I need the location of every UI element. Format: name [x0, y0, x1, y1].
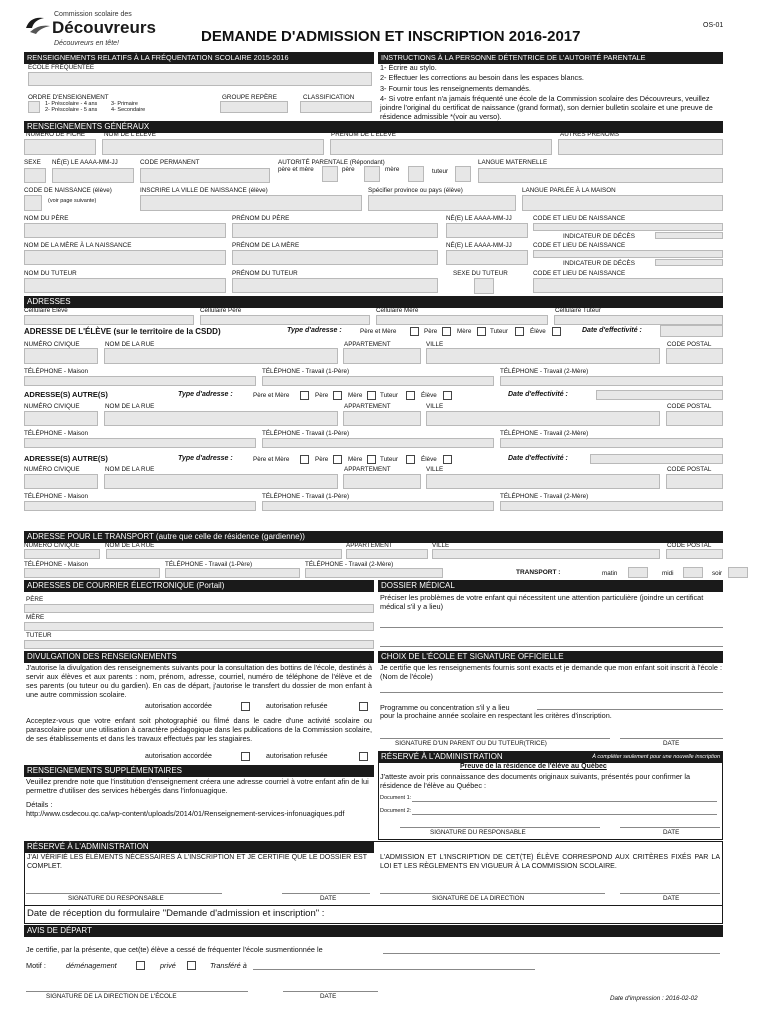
label-motif: Motif :: [26, 961, 46, 970]
nom-rue-2-field[interactable]: [104, 411, 338, 426]
num-civ-3-field[interactable]: [24, 474, 98, 489]
admin-2-sig-line[interactable]: [26, 893, 222, 894]
label-ne-pere: NÉ(E) LE AAAA-MM-JJ: [446, 215, 512, 222]
label-mere: mère: [385, 166, 400, 173]
label-accordee-1: autorisation accordée: [145, 703, 212, 710]
section-header-frequentation: RENSEIGNEMENTS RELATIFS À LA FRÉQUENTATION SCOLAIRE 2015-2016: [24, 52, 374, 64]
cb-tuteur-3[interactable]: [406, 455, 415, 464]
nom-rue-1-field[interactable]: [104, 348, 338, 364]
label-tuteur-1: Tuteur: [490, 328, 508, 335]
label-classif: CLASSIFICATION: [303, 94, 355, 101]
ordre-field[interactable]: [28, 101, 40, 113]
ordre-opt-4: 4- Secondaire: [111, 107, 146, 113]
logo-line2: Découvreurs: [52, 18, 156, 37]
section-header-divulgation: DIVULGATION DES RENSEIGNEMENTS: [24, 651, 374, 663]
label-num-civ-2: NUMÉRO CIVIQUE: [24, 403, 80, 410]
midi-box[interactable]: [683, 567, 703, 578]
label-pere-1: Père: [424, 328, 438, 335]
langue-mat-field[interactable]: [478, 168, 723, 183]
choix-signature-line[interactable]: [380, 738, 610, 739]
supp-text: Veuillez prendre note que l'institution d'enseignement créera une adresse courriel à votre enfant afin de lui permettre d'utiliser des services hébergés dans l'infonuagique.: [26, 777, 369, 795]
label-eleve-2: Élève: [421, 392, 437, 399]
tel-maison-t-field[interactable]: [24, 568, 160, 578]
prenom-pere-field[interactable]: [232, 223, 438, 238]
depart-text: Je certifie, par la présente, que cet(te) élève a cessé de fréquenter l'école susmentionnée le: [26, 945, 323, 954]
courriel-pere-field[interactable]: [24, 604, 374, 613]
label-tel-mere-2: TÉLÉPHONE - Travail (2-Mère): [500, 430, 589, 437]
label-choix-date: DATE: [663, 740, 680, 747]
label-mere-2: Mère: [348, 392, 363, 399]
tel-maison-3-field[interactable]: [24, 501, 256, 511]
label-ville-2: VILLE: [426, 403, 444, 410]
nom-rue-t-field[interactable]: [106, 549, 342, 559]
ville-2-field[interactable]: [426, 411, 660, 426]
langue-maison-field[interactable]: [522, 195, 723, 211]
cp-3-field[interactable]: [666, 474, 723, 489]
cell-mere-field[interactable]: [376, 315, 548, 325]
label-eleve-3: Élève: [421, 456, 437, 463]
prenom-tuteur-field[interactable]: [232, 278, 438, 293]
date-eff-1-field[interactable]: [660, 325, 723, 337]
label-ne-le: NÉ(E) LE AAAA-MM-JJ: [52, 159, 118, 166]
admin-1-date-line[interactable]: [620, 827, 720, 828]
label-tel-mere-1: TÉLÉPHONE - Travail (2-Mère): [500, 368, 589, 375]
choix-date-line[interactable]: [620, 738, 723, 739]
label-nom-eleve: NOM DE L'ÉLÈVE: [104, 131, 156, 138]
label-ville-1: VILLE: [426, 341, 444, 348]
instruction-1: 1- Écrire au stylo.: [380, 63, 437, 72]
label-num-fiche: NUMÉRO DE FICHE: [26, 131, 86, 138]
label-transport: TRANSPORT :: [516, 569, 561, 576]
label-nom-rue-t: NOM DE LA RUE: [105, 542, 155, 549]
section-header-admin-2: RÉSERVÉ À L'ADMINISTRATION: [24, 841, 374, 853]
cell-pere-field[interactable]: [200, 315, 370, 325]
ne-pere-field[interactable]: [446, 223, 528, 238]
admin-1-text: J'atteste avoir pris connaissance des documents originaux suivants, présentés pour confirmer la résidence de l'élève au Québec :: [380, 772, 691, 790]
cell-tuteur-field[interactable]: [554, 315, 723, 325]
label-matin: matin: [602, 570, 618, 577]
label-admin-2-dir: SIGNATURE DE LA DIRECTION: [432, 895, 525, 902]
courriel-tuteur-field[interactable]: [24, 640, 374, 649]
nom-tuteur-field[interactable]: [24, 278, 226, 293]
ville-t-field[interactable]: [432, 549, 660, 559]
label-code-lieu-pere: CODE ET LIEU DE NAISSANCE: [533, 215, 626, 222]
label-pm-3: Père et Mère: [253, 456, 290, 463]
courriel-mere-field[interactable]: [24, 622, 374, 631]
label-nom-rue-3: NOM DE LA RUE: [105, 466, 155, 473]
label-tuteur: tuteur: [432, 168, 449, 175]
nom-eleve-field[interactable]: [102, 139, 324, 155]
cb-pere-1[interactable]: [442, 327, 451, 336]
label-province: Spécifier province ou pays (élève): [368, 187, 463, 194]
admin-1-sig-line[interactable]: [400, 827, 600, 828]
section-header-medical: DOSSIER MÉDICAL: [378, 580, 723, 592]
cb-mere-2[interactable]: [367, 391, 376, 400]
tel-maison-2-field[interactable]: [24, 438, 256, 448]
instruction-4: 4- Si votre enfant n'a jamais fréquenté une école de la Commission scolaire des Découvreurs, veuillez joindre l'original du certificat de naissance (grand format), son dernier bulletin scolaire et une preuve de résidence admissible *(voir au verso).: [380, 94, 713, 121]
label-adr-autre-2: ADRESSE(S) AUTRE(S): [24, 454, 108, 463]
ordre-opt-1: 1- Préscolaire - 4 ans: [45, 101, 98, 107]
admin-1-preuve: Preuve de la résidence de l'élève au Québec: [460, 763, 607, 770]
cb-pm-2[interactable]: [300, 391, 309, 400]
logo-tag: Découvreurs en tête!: [54, 40, 119, 47]
label-admin-2-date2: DATE: [663, 895, 680, 902]
label-courriel-tuteur: TUTEUR: [26, 632, 52, 639]
section-header-courriel: ADRESSES DE COURRIER ÉLECTRONIQUE (Portail): [24, 580, 374, 592]
depart-date-line[interactable]: [383, 953, 720, 954]
cb-pm-3[interactable]: [300, 455, 309, 464]
label-code-naiss: CODE DE NAISSANCE (élève): [24, 187, 112, 194]
logo-swirl-icon: [24, 14, 52, 36]
label-appart-t: APPARTEMENT: [346, 542, 393, 549]
doc-1-line[interactable]: [412, 801, 717, 802]
admin-2-divider: [24, 905, 723, 906]
label-date-eff-2: Date d'effectivité :: [508, 391, 568, 398]
label-voir-page: (voir page suivante): [48, 198, 97, 204]
cb-prive[interactable]: [187, 961, 196, 970]
nom-pere-field[interactable]: [24, 223, 226, 238]
code-lieu-pere-field[interactable]: [533, 223, 723, 231]
code-lieu-tuteur-field[interactable]: [533, 278, 723, 293]
label-tel-maison-t: TÉLÉPHONE - Maison: [24, 561, 89, 568]
label-doc-1: Document 1:: [380, 795, 412, 801]
groupe-field[interactable]: [220, 101, 288, 113]
appart-t-field[interactable]: [346, 549, 428, 559]
label-admin-2-sig: SIGNATURE DU RESPONSABLE: [68, 895, 164, 902]
sexe-field[interactable]: [24, 168, 46, 183]
label-code-lieu-mere: CODE ET LIEU DE NAISSANCE: [533, 242, 626, 249]
label-tuteur-2: Tuteur: [380, 392, 398, 399]
cb-demenagement[interactable]: [136, 961, 145, 970]
label-tel-mere-3: TÉLÉPHONE - Travail (2-Mère): [500, 493, 589, 500]
section-header-generaux: RENSEIGNEMENTS GÉNÉRAUX: [24, 121, 723, 133]
label-tel-maison-2: TÉLÉPHONE - Maison: [24, 430, 89, 437]
section-header-transport: ADRESSE POUR LE TRANSPORT (autre que celle de résidence (gardienne)): [24, 531, 723, 543]
label-appart-3: APPARTEMENT: [344, 466, 391, 473]
num-fiche-field[interactable]: [24, 139, 96, 155]
ville-naiss-field[interactable]: [140, 195, 362, 211]
cb-pm-1[interactable]: [410, 327, 419, 336]
label-eleve-1: Élève: [530, 328, 546, 335]
label-accordee-2: autorisation accordée: [145, 753, 212, 760]
label-pere-mere: père et mère: [278, 166, 314, 173]
choix-text-2: Programme ou concentration s'il y a lieu: [380, 703, 510, 712]
autorite-mere-box[interactable]: [408, 166, 424, 182]
ne-mere-field[interactable]: [446, 250, 528, 265]
tel-maison-1-field[interactable]: [24, 376, 256, 386]
doc-2-line[interactable]: [412, 814, 717, 815]
label-type-adr-2: Type d'adresse :: [178, 391, 233, 398]
appart-1-field[interactable]: [343, 348, 421, 364]
ecole-field[interactable]: [28, 72, 372, 86]
instruction-2: 2- Effectuer les corrections au besoin dans les espaces blancs.: [380, 73, 584, 82]
tel-pere-1-field[interactable]: [262, 376, 494, 386]
label-deces-1: INDICATEUR DE DÉCÈS: [563, 233, 635, 240]
choix-text-3: pour la prochaine année scolaire en respectant les critères d'inscription.: [380, 711, 612, 720]
admin-2-reception: Date de réception du formulaire "Demande d'admission et inscription" :: [27, 908, 325, 919]
label-autres-prenoms: AUTRES PRÉNOMS: [560, 131, 620, 138]
medical-line-2[interactable]: [380, 646, 723, 647]
appart-2-field[interactable]: [343, 411, 421, 426]
label-nom-rue-1: NOM DE LA RUE: [105, 341, 155, 348]
cb-accordee-1[interactable]: [241, 702, 250, 711]
label-cp-3: CODE POSTAL: [667, 466, 712, 473]
label-sexe-tuteur: SEXE DU TUTEUR: [453, 270, 508, 277]
admin-2-left: J'AI VÉRIFIÉ LES ÉLÉMENTS NÉCESSAIRES À L'INSCRIPTION ET JE CERTIFIE QUE LE DOSSIER EST COMPLET.: [27, 854, 367, 870]
appart-3-field[interactable]: [343, 474, 421, 489]
label-nom-tuteur: NOM DU TUTEUR: [24, 270, 77, 277]
autorite-pm-box[interactable]: [322, 166, 338, 182]
nom-mere-field[interactable]: [24, 250, 226, 265]
supp-url[interactable]: http://www.csdecou.qc.ca/wp-content/uploads/2014/01/Renseignement-services-infonuagiques.pdf: [26, 809, 345, 818]
label-num-civ-3: NUMÉRO CIVIQUE: [24, 466, 80, 473]
label-refusee-1: autorisation refusée: [266, 703, 328, 710]
label-pere-2: Père: [315, 392, 329, 399]
section-header-depart: AVIS DE DÉPART: [24, 925, 723, 937]
cb-refusee-2[interactable]: [359, 752, 368, 761]
label-tel-maison-1: TÉLÉPHONE - Maison: [24, 368, 89, 375]
deces-2-field[interactable]: [655, 259, 723, 266]
label-nom-rue-2: NOM DE LA RUE: [105, 403, 155, 410]
sexe-tuteur-field[interactable]: [474, 278, 494, 294]
tel-pere-3-field[interactable]: [262, 501, 494, 511]
label-autorite: AUTORITÉ PARENTALE (Répondant): [278, 159, 385, 166]
label-groupe: GROUPE REPÈRE: [222, 94, 277, 101]
section-header-admin-1: [378, 751, 723, 763]
section-header-instructions: INSTRUCTIONS À LA PERSONNE DÉTENTRICE DE L'AUTORITÉ PARENTALE: [378, 52, 723, 64]
code-lieu-mere-field[interactable]: [533, 250, 723, 258]
tel-mere-3-field[interactable]: [500, 501, 723, 511]
section-header-choix: CHOIX DE L'ÉCOLE ET SIGNATURE OFFICIELLE: [378, 651, 723, 663]
autorite-pere-box[interactable]: [364, 166, 380, 182]
label-midi: midi: [662, 570, 674, 577]
label-cell-mere: Cellulaire Mère: [376, 307, 419, 314]
choix-text-1: Je certifie que les renseignements fournis sont exacts et je demande que mon enfant soit inscrit à l'école : (Nom de l'école): [380, 663, 722, 681]
date-impression: Date d'impression : 2016-02-02: [610, 995, 698, 1002]
label-pere: père: [342, 166, 355, 173]
label-tuteur-3: Tuteur: [380, 456, 398, 463]
cb-mere-3[interactable]: [367, 455, 376, 464]
matin-box[interactable]: [628, 567, 648, 578]
medical-line-1[interactable]: [380, 627, 723, 628]
admin-1-note: À compléter seulement pour une nouvelle inscription: [592, 754, 720, 760]
divulgation-text-1: J'autorise la divulgation des renseignements suivants pour la consultation des bottins de l'école, destinés à servir aux élèves et aux parents : nom, prénom, adresse, courriel, numéro de téléphone de l'élève et de ses parents (ou tuteur ou du gardien). En cas de départ, j'autorise le transfert du dossier de mon enfant à une autre commission scolaire.: [26, 663, 372, 699]
label-pm-2: Père et Mère: [253, 392, 290, 399]
label-pm-1: Père et Mère: [360, 328, 397, 335]
code-naiss-field[interactable]: [24, 195, 42, 211]
label-admin-1-sig: SIGNATURE DU RESPONSABLE: [430, 829, 526, 836]
cb-accordee-2[interactable]: [241, 752, 250, 761]
tel-mere-2-field[interactable]: [500, 438, 723, 448]
label-prenom-tuteur: PRÉNOM DU TUTEUR: [232, 270, 298, 277]
label-mere-1: Mère: [457, 328, 472, 335]
admin-1-title: RÉSERVÉ À L'ADMINISTRATION: [381, 752, 503, 761]
tel-pere-t-field[interactable]: [165, 568, 300, 578]
cp-2-field[interactable]: [666, 411, 723, 426]
choix-ecole-line[interactable]: [380, 692, 723, 693]
label-ville-naiss: INSCRIRE LA VILLE DE NAISSANCE (élève): [140, 187, 268, 194]
label-langue-maison: LANGUE PARLÉE À LA MAISON: [522, 187, 616, 194]
tel-mere-1-field[interactable]: [500, 376, 723, 386]
cp-1-field[interactable]: [666, 348, 723, 364]
label-depart-date: DATE: [320, 993, 337, 1000]
cb-tuteur-1[interactable]: [515, 327, 524, 336]
label-adr-autre-1: ADRESSE(S) AUTRE(S): [24, 390, 108, 399]
section-header-supp: RENSEIGNEMENTS SUPPLÉMENTAIRES: [24, 765, 374, 777]
admin-2-date2-line[interactable]: [620, 893, 720, 894]
label-courriel-mere: MÈRE: [26, 614, 45, 621]
label-tel-pere-1: TÉLÉPHONE - Travail (1-Père): [262, 368, 350, 375]
instruction-3: 3- Fournir tous les renseignements demandés.: [380, 84, 531, 93]
label-sexe: SEXE: [24, 159, 41, 166]
autorite-tuteur-box[interactable]: [455, 166, 471, 182]
form-code: OS-01: [703, 22, 724, 29]
autres-prenoms-field[interactable]: [558, 139, 723, 155]
label-ville-t: VILLE: [432, 542, 450, 549]
cb-refusee-1[interactable]: [359, 702, 368, 711]
label-tel-pere-2: TÉLÉPHONE - Travail (1-Père): [262, 430, 350, 437]
ordre-opt-2: 2- Préscolaire - 5 ans: [45, 107, 98, 113]
admin-2-right: L'ADMISSION ET L'INSCRIPTION DE CET(TE) ÉLÈVE CORRESPOND AUX CRITÈRES FIXÉS PAR LA LOI ET LES RÈGLEMENTS EN VIGUEUR À LA COMMISSION SCOLAIRE.: [380, 854, 720, 870]
num-civ-2-field[interactable]: [24, 411, 98, 426]
code-perm-field[interactable]: [140, 168, 270, 183]
cb-eleve-3[interactable]: [443, 455, 452, 464]
label-appart-1: APPARTEMENT: [344, 341, 391, 348]
label-depart-sig: SIGNATURE DE LA DIRECTION DE L'ÉCOLE: [46, 993, 177, 1000]
admin-2-dir-line[interactable]: [380, 893, 605, 894]
ville-1-field[interactable]: [426, 348, 660, 364]
label-courriel-pere: PÈRE: [26, 596, 44, 603]
label-transfere: Transféré à: [210, 961, 247, 970]
label-date-eff-3: Date d'effectivité :: [508, 455, 568, 462]
cb-tuteur-2[interactable]: [406, 391, 415, 400]
section-header-adresses: ADRESSES: [24, 296, 723, 308]
page-title: DEMANDE D'ADMISSION ET INSCRIPTION 2016-2017: [201, 28, 581, 45]
classif-field[interactable]: [300, 101, 372, 113]
deces-1-field[interactable]: [655, 232, 723, 239]
date-eff-2-field[interactable]: [596, 390, 723, 400]
label-type-adr-3: Type d'adresse :: [178, 455, 233, 462]
admin-2-date-line[interactable]: [282, 893, 370, 894]
label-nom-mere: NOM DE LA MÈRE À LA NAISSANCE: [24, 242, 132, 249]
label-prenom-pere: PRÉNOM DU PÈRE: [232, 215, 290, 222]
label-cp-1: CODE POSTAL: [667, 341, 712, 348]
cb-pere-2[interactable]: [333, 391, 342, 400]
label-cell-pere: Cellulaire Père: [200, 307, 242, 314]
num-civ-t-field[interactable]: [24, 549, 100, 559]
label-num-civ-1: NUMÉRO CIVIQUE: [24, 341, 80, 348]
label-code-perm: CODE PERMANENT: [140, 159, 200, 166]
logo-line1: Commission scolaire des: [54, 11, 132, 18]
label-tel-pere-t: TÉLÉPHONE - Travail (1-Père): [165, 561, 253, 568]
label-prive: privé: [160, 961, 176, 970]
label-tel-pere-3: TÉLÉPHONE - Travail (1-Père): [262, 493, 350, 500]
label-nom-pere: NOM DU PÈRE: [24, 215, 69, 222]
ne-le-field[interactable]: [52, 168, 134, 183]
cb-eleve-1[interactable]: [552, 327, 561, 336]
prenom-mere-field[interactable]: [232, 250, 438, 265]
label-admin-1-date: DATE: [663, 829, 680, 836]
label-appart-2: APPARTEMENT: [344, 403, 391, 410]
cb-mere-1[interactable]: [477, 327, 486, 336]
label-cp-2: CODE POSTAL: [667, 403, 712, 410]
cb-eleve-2[interactable]: [443, 391, 452, 400]
label-tel-mere-t: TÉLÉPHONE - Travail (2-Mère): [305, 561, 394, 568]
label-cell-tuteur: Cellulaire Tuteur: [555, 307, 601, 314]
ordre-opt-3: 3- Primaire: [111, 101, 138, 107]
cp-t-field[interactable]: [666, 549, 723, 559]
label-prenom-mere: PRÉNOM DE LA MÈRE: [232, 242, 300, 249]
label-mere-3: Mère: [348, 456, 363, 463]
label-num-civ-t: NUMÉRO CIVIQUE: [24, 542, 80, 549]
label-prenom-eleve: PRÉNOM DE L'ÉLÈVE: [331, 131, 396, 138]
label-date-eff-1: Date d'effectivité :: [582, 327, 642, 334]
tel-mere-t-field[interactable]: [305, 568, 443, 578]
label-langue-mat: LANGUE MATERNELLE: [478, 159, 548, 166]
label-choix-sig: SIGNATURE D'UN PARENT OU DU TUTEUR(TRICE): [395, 740, 547, 747]
divulgation-text-2: Acceptez-vous que votre enfant soit photographié ou filmé dans le cadre d'une activité scolaire ou parascolaire pour une utilisation à caractère pédagogique dans les publications de la Commission scolaire, de ses établissements et dans les travaux effectués par les stagiaires.: [26, 716, 372, 743]
label-admin-2-date: DATE: [320, 895, 337, 902]
label-tel-maison-3: TÉLÉPHONE - Maison: [24, 493, 89, 500]
label-pere-3: Père: [315, 456, 329, 463]
label-doc-2: Document 2:: [380, 808, 412, 814]
choix-programme-line[interactable]: [537, 709, 723, 710]
date-eff-3-field[interactable]: [590, 454, 723, 464]
supp-details: Détails :: [26, 800, 53, 809]
depart-sig-line[interactable]: [26, 991, 248, 992]
label-deces-2: INDICATEUR DE DÉCÈS: [563, 260, 635, 267]
num-civ-1-field[interactable]: [24, 348, 98, 364]
nom-rue-3-field[interactable]: [104, 474, 338, 489]
label-soir: soir: [712, 570, 723, 577]
label-ordre: ORDRE D'ENSEIGNEMENT: [28, 94, 109, 101]
label-refusee-2: autorisation refusée: [266, 753, 328, 760]
province-field[interactable]: [368, 195, 516, 211]
cell-eleve-field[interactable]: [24, 315, 194, 325]
label-ville-3: VILLE: [426, 466, 444, 473]
label-adr-eleve: ADRESSE DE L'ÉLÈVE (sur le territoire de la CSDD): [24, 327, 221, 336]
label-cell-eleve: Cellulaire Élève: [24, 307, 68, 314]
prenom-eleve-field[interactable]: [330, 139, 552, 155]
label-type-adr-1: Type d'adresse :: [287, 327, 342, 334]
medical-text: Préciser les problèmes de votre enfant qui nécessitent une attention particulière (joindre un certificat médical s'il y a lieu): [380, 593, 704, 611]
label-ne-mere: NÉ(E) LE AAAA-MM-JJ: [446, 242, 512, 249]
depart-date2-line[interactable]: [283, 991, 378, 992]
label-demenagement: déménagement: [66, 961, 117, 970]
label-code-lieu-tuteur: CODE ET LIEU DE NAISSANCE: [533, 270, 626, 277]
transfere-line[interactable]: [253, 969, 535, 970]
label-ecole: ÉCOLE FRÉQUENTÉE: [28, 64, 95, 71]
label-cp-t: CODE POSTAL: [667, 542, 712, 549]
ville-3-field[interactable]: [426, 474, 660, 489]
tel-pere-2-field[interactable]: [262, 438, 494, 448]
cb-pere-3[interactable]: [333, 455, 342, 464]
soir-box[interactable]: [728, 567, 748, 578]
